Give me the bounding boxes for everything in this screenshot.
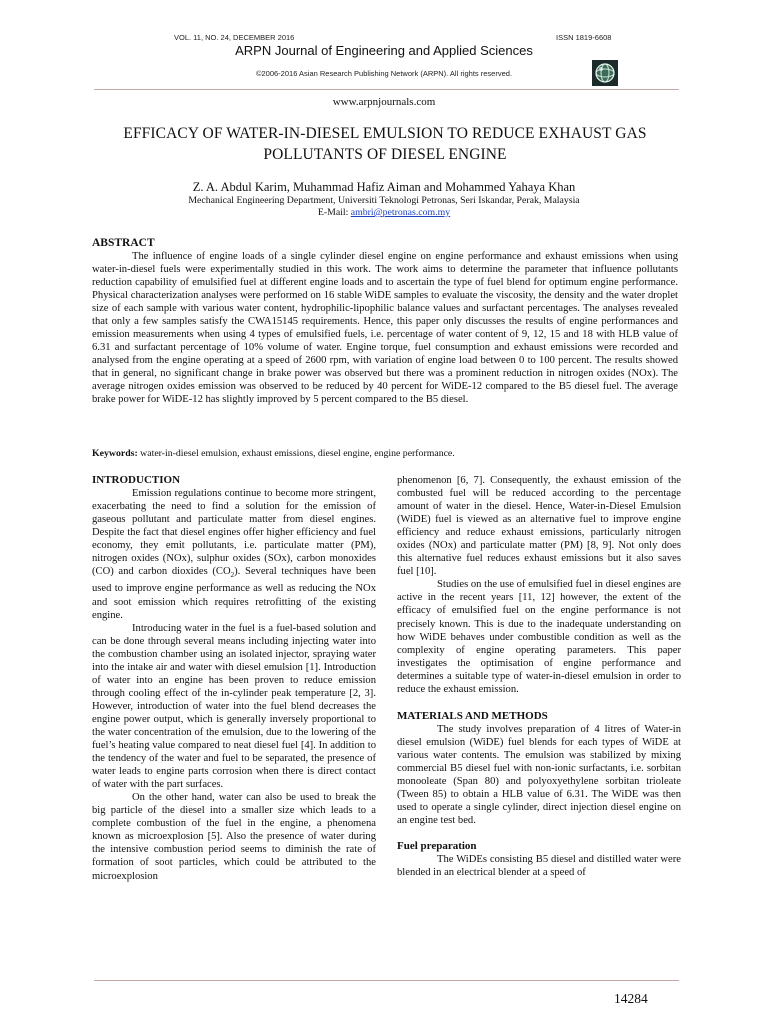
copyright-notice: ©2006-2016 Asian Research Publishing Network (ARPN). All rights reserved. bbox=[255, 69, 513, 78]
journal-name: ARPN Journal of Engineering and Applied Sciences bbox=[235, 43, 533, 58]
email-label: E-Mail: bbox=[317, 207, 351, 218]
journal-website: www.arpnjournals.com bbox=[332, 96, 436, 108]
keywords-line bbox=[92, 448, 678, 459]
intro-paragraph-5: Studies on the use of emulsified fuel in diesel engines are active in the recent years [11, 12] however, the extent of the efficacy of emulsified fuel on the engine performance is not precisely known. This is due to the inadequate understanding on how WiDE behaves under combustible condition as well as the complexity of engine operating parameters. This paper investigates the optimisation of engine performance and determines a suitable type of water-in-diesel emulsion in order to reduce the exhaust emission. bbox=[397, 579, 681, 695]
intro-paragraph-1: Emission regulations continue to become more stringent, exacerbating the need to find a solution for the emission of gaseous pollutant and particulate matter from diesel engines. Despite the fact that diesel engines offer higher efficiency and fuel economy, they emit pollutants, i.e. particulate matter (PM), nitrogen oxides (NOx), sulphur oxides (SOx), carbon monoxides (CO) and carbon dioxides $(CO_2)$. Several techniques have been used to improve engine performance as well as reducing the NOx and soot emission which requires retrofitting of the existing engine. bbox=[92, 488, 376, 621]
author-affiliation: Mechanical Engineering Department, Universiti Teknologi Petronas, Seri Iskandar, Perak, Malaysia bbox=[188, 195, 580, 206]
footer-divider bbox=[94, 980, 679, 981]
journal-globe-logo bbox=[592, 60, 618, 86]
article-authors: Z. A. Abdul Karim, Muhammad Hafiz Aiman and Mohammed Yahaya Khan bbox=[192, 180, 576, 194]
keywords-text: water-in-diesel emulsion, exhaust emissions, diesel engine, engine performance. bbox=[137, 448, 455, 459]
email-link[interactable]: ambri@petronas.com.my bbox=[350, 207, 451, 218]
intro-paragraph-4: phenomenon [6, 7]. Consequently, the exhaust emission of the combusted fuel will be reduced according to the percentage amount of water in the diesel. Hence, Water-in-Diesel Emulsion (WiDE) fuel is viewed as an alternative fuel to improve engine efficiency and reduce exhaust emissions, particularly nitrogen oxides (NOx) and particulate matter (PM) [8, 9]. Not only does this alternative fuel reduces exhaust emissions but it also saves fuel [10]. bbox=[397, 475, 681, 578]
abstract-text: The influence of engine loads of a single cylinder diesel engine on engine performance and exhaust emissions when using water-in-diesel fuels were experimentally studied in this work. The work aims to determine the parameter that influence pollutants reduction capability of emulsified fuel at different engine loads and to ascertain the type of fuel blend for optimum engine performance. Physical characterization analyses were performed on 16 stable WiDE samples to evaluate the viscosity, the density and the water droplet size of each sample with various water content, hydrophilic-lipophilic balance values and surfactant percentages. The analyses revealed that only a few samples satisfy the CWA15145 requirements. Hence, this paper only discusses the results of engine performances and emission measurements when using 4 types of emulsified fuels, i.e. percentage of water content of 9, 12, 15 and 18 with HLB value of 6.31 and surfactant percentage of 10% volume of water. Engine torque, fuel consumption and exhaust emissions were recorded and analysed from the engine operating at a speed of 2600 rpm, with variation of engine load between 0 to 100 percent. The results showed that in general, no significant change in brake power was observed but there was a prominent reduction in nitrogen oxides (NOx). The average nitrogen oxides emission was observed to be reduced by 40 percent for WiDE-12 compared to the B5 diesel fuel. The average brake power for WiDE-12 has slightly improved by 5 percent compared to the B5 diesel. bbox=[92, 251, 678, 405]
volume-info: VOL. 11, NO. 24, DECEMBER 2016 bbox=[174, 33, 295, 42]
fuel-preparation-paragraph: The WiDEs consisting B5 diesel and distilled water were blended in an electrical blender at a speed of bbox=[397, 854, 681, 879]
left-column bbox=[92, 474, 376, 883]
intro-paragraph-3: On the other hand, water can also be used to break the big particle of the diesel into a smaller size which leads to a complete combustion of the fuel in the engine, a phenomena known as microexplosion [5]. Also the presence of water during the intensive combustion period seems to diminish the rate of formation of soot particles, which could be attributed to the microexplosion bbox=[92, 792, 376, 882]
keywords-label: Keywords: bbox=[92, 448, 138, 459]
intro-paragraph-2: Introducing water in the fuel is a fuel-based solution and can be done through several means including injecting water into the combustion chamber using an isolated injector, spraying water into the intake air and water with diesel emulsion [1]. Introduction of water into an engine has been proven to reduce emission through cooling effect of the in-cylinder peak temperature [2, 3]. However, introduction of water into the fuel blend decreases the engine power output, which is generally inversely proportional to the water concentration of the emulsion, due to the lowering of the fuel’s heating value compared to neat diesel fuel [4]. In addition to the tendency of the water and fuel to be separated, the presence of water leads to engine parts corrosion when there is direct contact of water with the part surfaces. bbox=[92, 622, 376, 791]
right-column bbox=[397, 474, 681, 879]
page-number: 14284 bbox=[614, 991, 648, 1006]
contact-email-line bbox=[0, 207, 768, 218]
abstract-heading: ABSTRACT bbox=[92, 237, 155, 249]
header-divider bbox=[94, 89, 679, 90]
fuel-preparation-heading: Fuel preparation bbox=[397, 840, 477, 853]
materials-methods-heading: MATERIALS AND METHODS bbox=[397, 709, 548, 722]
introduction-heading: INTRODUCTION bbox=[92, 474, 181, 486]
issn: ISSN 1819-6608 bbox=[556, 33, 612, 42]
article-title: EFFICACY OF WATER-IN-DIESEL EMULSION TO REDUCE EXHAUST GAS POLLUTANTS OF DIESEL ENGINE bbox=[123, 125, 647, 163]
methods-paragraph-1: The study involves preparation of 4 litres of Water-in diesel emulsion (WiDE) fuel blends for each types of WiDE at various water contents. The emulsion was stabilized by mixing commercial B5 diesel fuel with non-ionic surfactants, i.e. sorbitan monooleate (Span 80) and polyoxyethylene sorbitan trioleate (Tween 85) to obtain a HLB value of 6.31. The WiDE was then used to operate a single cylinder, direct injection diesel engine on an engine test bed. bbox=[397, 723, 681, 827]
